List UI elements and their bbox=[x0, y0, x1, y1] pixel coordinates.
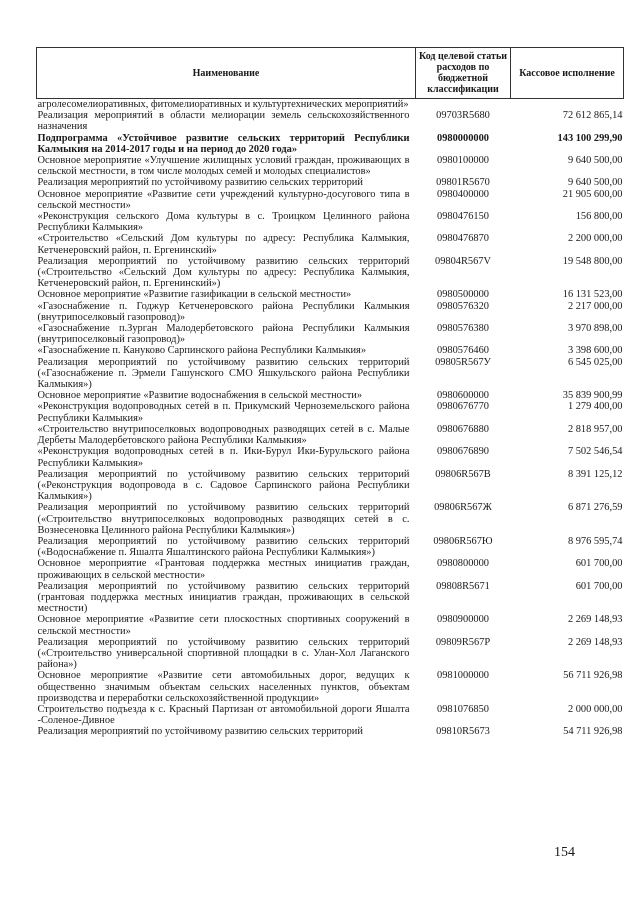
row-sum-cell: 156 800,00 bbox=[575, 211, 623, 223]
row-code-cell bbox=[416, 99, 511, 111]
table-row bbox=[37, 536, 624, 558]
row-name-cell: Реализация мероприятий по устойчивому развитию сельских территорий («Реконструкция водопровода в с. Садовое Сарпинского района Республики Калмыкия») bbox=[37, 468, 410, 503]
row-sum-cell: 21 905 600,00 bbox=[562, 188, 623, 200]
row-sum-cell: 9 640 500,00 bbox=[567, 155, 623, 167]
row-name-cell: Реализация мероприятий по устойчивому развитию сельских территорий («Строительство «Сельский Дом культуры по адресу: Республика Калмыкия, Кетченеровский район, п. Ергенинский») bbox=[37, 255, 410, 290]
table-row bbox=[37, 424, 624, 446]
row-sum-cell: 16 131 523,00 bbox=[562, 289, 623, 301]
row-code-cell: 0980476150 bbox=[437, 211, 489, 223]
table-row bbox=[37, 469, 624, 503]
table-row bbox=[37, 301, 624, 323]
table-row bbox=[37, 726, 624, 737]
table-row bbox=[37, 637, 624, 671]
header-code: Код целевой статьи расходов по бюджетной классификации bbox=[416, 48, 511, 99]
row-code-cell: 0980676770 bbox=[437, 401, 489, 413]
table-row bbox=[37, 704, 624, 726]
row-name-cell: Основное мероприятие «Развитие газификации в сельской местности» bbox=[37, 289, 352, 301]
row-sum-cell: 601 700,00 bbox=[575, 580, 623, 592]
row-code-cell: 09806R567В bbox=[435, 468, 491, 480]
row-code-cell: 0980500000 bbox=[437, 289, 489, 301]
table-row bbox=[37, 99, 624, 111]
row-sum-cell: 6 545 025,00 bbox=[567, 356, 623, 368]
table-row bbox=[37, 558, 624, 580]
header-sum: Кассовое исполнение bbox=[511, 48, 624, 99]
row-sum-cell: 2 818 957,00 bbox=[567, 423, 623, 435]
row-sum-cell: 72 612 865,14 bbox=[562, 110, 623, 122]
row-sum-cell: 2 000 000,00 bbox=[567, 703, 623, 715]
row-name-cell: Подпрограмма «Устойчивое развитие сельских территорий Республики Калмыкия на 2014-2017 годы и на период до 2020 года» bbox=[37, 132, 410, 155]
table-row bbox=[37, 390, 624, 401]
row-name-cell: Реализация мероприятий по устойчивому развитию сельских территорий («Газоснабжение п. Эрмели Гашунского СМО Яшкульского района Республики Калмыкия») bbox=[37, 356, 410, 391]
row-sum-cell: 8 976 595,74 bbox=[567, 535, 623, 547]
row-name-cell: «Реконструкция водопроводных сетей в п. Ики-Бурул Ики-Бурульского района Республики Калмыкия» bbox=[37, 446, 410, 469]
budget-table bbox=[36, 47, 624, 738]
row-name-cell: Реализация мероприятий по устойчивому развитию сельских территорий («Строительство универсальной спортивной площадки в с. Улан-Хол Лаганского района») bbox=[37, 636, 410, 671]
row-code-cell: 0980576460 bbox=[437, 345, 489, 357]
row-code-cell: 0980676890 bbox=[437, 446, 489, 458]
table-row bbox=[37, 155, 624, 177]
table-row bbox=[37, 177, 624, 188]
row-name-cell: Основное мероприятие «Развитие водоснабжения в сельской местности» bbox=[37, 390, 363, 402]
page-number: 154 bbox=[554, 845, 575, 860]
row-name-cell: Основное мероприятие «Грантовая поддержка местных инициатив граждан, проживающих в сельской местности» bbox=[37, 558, 410, 581]
row-sum-cell: 143 100 299,90 bbox=[557, 132, 623, 144]
table-row bbox=[37, 256, 624, 290]
table-row bbox=[37, 502, 624, 536]
row-sum-cell: 3 970 898,00 bbox=[567, 323, 623, 335]
row-name-cell: «Газоснабжение п. Кануково Сарпинского района Республики Калмыкия» bbox=[37, 345, 367, 357]
row-name-cell: Реализация мероприятий по устойчивому развитию сельских территорий («Водоснабжение п. Яшалта Яшалтинского района Республики Калмыкия») bbox=[37, 535, 410, 559]
row-code-cell: 0981076850 bbox=[437, 703, 489, 715]
row-sum-cell: 3 398 600,00 bbox=[567, 345, 623, 357]
row-sum-cell: 19 548 800,00 bbox=[562, 255, 623, 267]
row-sum-cell: 601 700,00 bbox=[575, 558, 623, 570]
row-name-cell: агролесомелиоративных, фитомелиоративных и культуртехнических мероприятий» bbox=[37, 99, 409, 110]
table-row bbox=[37, 211, 624, 233]
table-row bbox=[37, 345, 624, 356]
table-row bbox=[37, 581, 624, 615]
row-sum-cell: 6 871 276,59 bbox=[567, 502, 623, 514]
row-name-cell: Реализация мероприятий по устойчивому развитию сельских территорий («Строительство внутрипоселковых водопроводных разводящих сетей в с. Вознесеновка Целинного района Республики Калмыкия») bbox=[37, 502, 410, 536]
row-code-cell: 0980676880 bbox=[437, 423, 489, 435]
row-code-cell: 09804R567V bbox=[435, 255, 491, 267]
row-code-cell: 0980476870 bbox=[437, 233, 489, 245]
row-code-cell: 09810R5673 bbox=[436, 726, 490, 738]
table-row bbox=[37, 189, 624, 211]
row-code-cell: 0980800000 bbox=[437, 558, 489, 570]
row-name-cell: Основное мероприятие «Улучшение жилищных условий граждан, проживающих в сельской местности, в том числе молодых семей и молодых специалистов» bbox=[37, 155, 410, 178]
row-code-cell: 09805R567У bbox=[435, 356, 491, 368]
row-code-cell: 0980900000 bbox=[437, 614, 489, 626]
row-sum-cell: 35 839 900,99 bbox=[562, 390, 623, 402]
table-row bbox=[37, 323, 624, 345]
row-code-cell: 09809R567Р bbox=[435, 636, 491, 648]
row-name-cell: «Реконструкция сельского Дома культуры в с. Троицком Целинного района Республики Калмыкия» bbox=[37, 211, 410, 234]
row-sum-cell: 2 269 148,93 bbox=[567, 636, 623, 648]
row-code-cell: 0980600000 bbox=[437, 390, 489, 402]
row-name-cell: Основное мероприятие «Развитие сети автомобильных дорог, ведущих к общественно значимым объектам сельских населенных пунктов, объектам производства и переработки сельскохозяйственной продукции» bbox=[37, 670, 410, 704]
row-name-cell: Основное мероприятие «Развитие сети плоскостных спортивных сооружений в сельской местности» bbox=[37, 614, 410, 637]
table-row bbox=[37, 614, 624, 636]
table-row bbox=[37, 233, 624, 255]
table-body bbox=[37, 99, 624, 738]
row-name-cell: «Газоснабжение п. Годжур Кетченеровского района Республики Калмыкия (внутрипоселковый газопровод)» bbox=[37, 300, 410, 323]
row-code-cell: 0980400000 bbox=[437, 188, 489, 200]
row-code-cell: 09806R567Ж bbox=[434, 502, 492, 514]
row-name-cell: Реализация мероприятий по устойчивому развитию сельских территорий bbox=[37, 177, 363, 189]
row-name-cell: Реализация мероприятий по устойчивому развитию сельских территорий bbox=[37, 726, 363, 738]
row-name-cell: «Реконструкция водопроводных сетей в п. Прикумский Черноземельского района Республики Калмыкия» bbox=[37, 401, 410, 424]
row-sum-cell: 7 502 546,54 bbox=[567, 446, 623, 458]
row-sum-cell: 2 217 000,00 bbox=[567, 300, 623, 312]
row-code-cell: 09703R5680 bbox=[436, 110, 490, 122]
row-code-cell: 09801R5670 bbox=[436, 177, 490, 189]
row-name-cell: Реализация мероприятий по устойчивому развитию сельских территорий (грантовая поддержка местных инициатив граждан, проживающих в сельской местности) bbox=[37, 580, 410, 615]
row-name-cell: Строительство подъезда к с. Красный Партизан от автомобильной дороги Яшалта -Соленое-Дивное bbox=[37, 703, 410, 727]
row-sum-cell: 54 711 926,98 bbox=[563, 726, 623, 738]
row-name-cell: Основное мероприятие «Развитие сети учреждений культурно-досугового типа в сельской местности» bbox=[37, 188, 410, 211]
row-name-cell: Реализация мероприятий в области мелиорации земель сельскохозяйственного назначения bbox=[37, 110, 410, 133]
row-name-cell: «Строительство внутрипоселковых водопроводных разводящих сетей в с. Малые Дербеты Малодербетовского района Республики Калмыкия» bbox=[37, 423, 410, 447]
row-sum-cell: 1 279 400,00 bbox=[567, 401, 623, 413]
row-sum-cell: 8 391 125,12 bbox=[567, 468, 623, 480]
row-code-cell: 09808R5671 bbox=[436, 580, 490, 592]
row-code-cell: 09806R567Ю bbox=[433, 535, 493, 547]
table-row bbox=[37, 670, 624, 704]
row-code-cell: 0981000000 bbox=[437, 670, 489, 682]
row-code-cell: 0980576380 bbox=[437, 323, 489, 335]
row-sum-cell: 9 640 500,00 bbox=[567, 177, 623, 189]
row-sum-cell bbox=[511, 99, 624, 111]
row-name-cell: «Газоснабжение п.Зурган Малодербетовского района Республики Калмыкия (внутрипоселковый газопровод)» bbox=[37, 323, 410, 346]
row-sum-cell: 2 200 000,00 bbox=[567, 233, 623, 245]
table-header-row bbox=[37, 48, 624, 99]
table-row bbox=[37, 289, 624, 300]
table-row bbox=[37, 110, 624, 132]
row-code-cell: 0980000000 bbox=[437, 132, 489, 144]
row-code-cell: 0980100000 bbox=[437, 155, 489, 167]
row-name-cell: «Строительство «Сельский Дом культуры по адресу: Республика Калмыкия, Кетченеровский район, п. Ергенинский» bbox=[37, 233, 410, 256]
row-sum-cell: 56 711 926,98 bbox=[563, 670, 623, 682]
header-name: Наименование bbox=[37, 48, 416, 99]
table-row bbox=[37, 133, 624, 155]
row-sum-cell: 2 269 148,93 bbox=[567, 614, 623, 626]
row-code-cell: 0980576320 bbox=[437, 300, 489, 312]
table-row bbox=[37, 446, 624, 468]
table-row bbox=[37, 357, 624, 391]
table-row bbox=[37, 401, 624, 423]
